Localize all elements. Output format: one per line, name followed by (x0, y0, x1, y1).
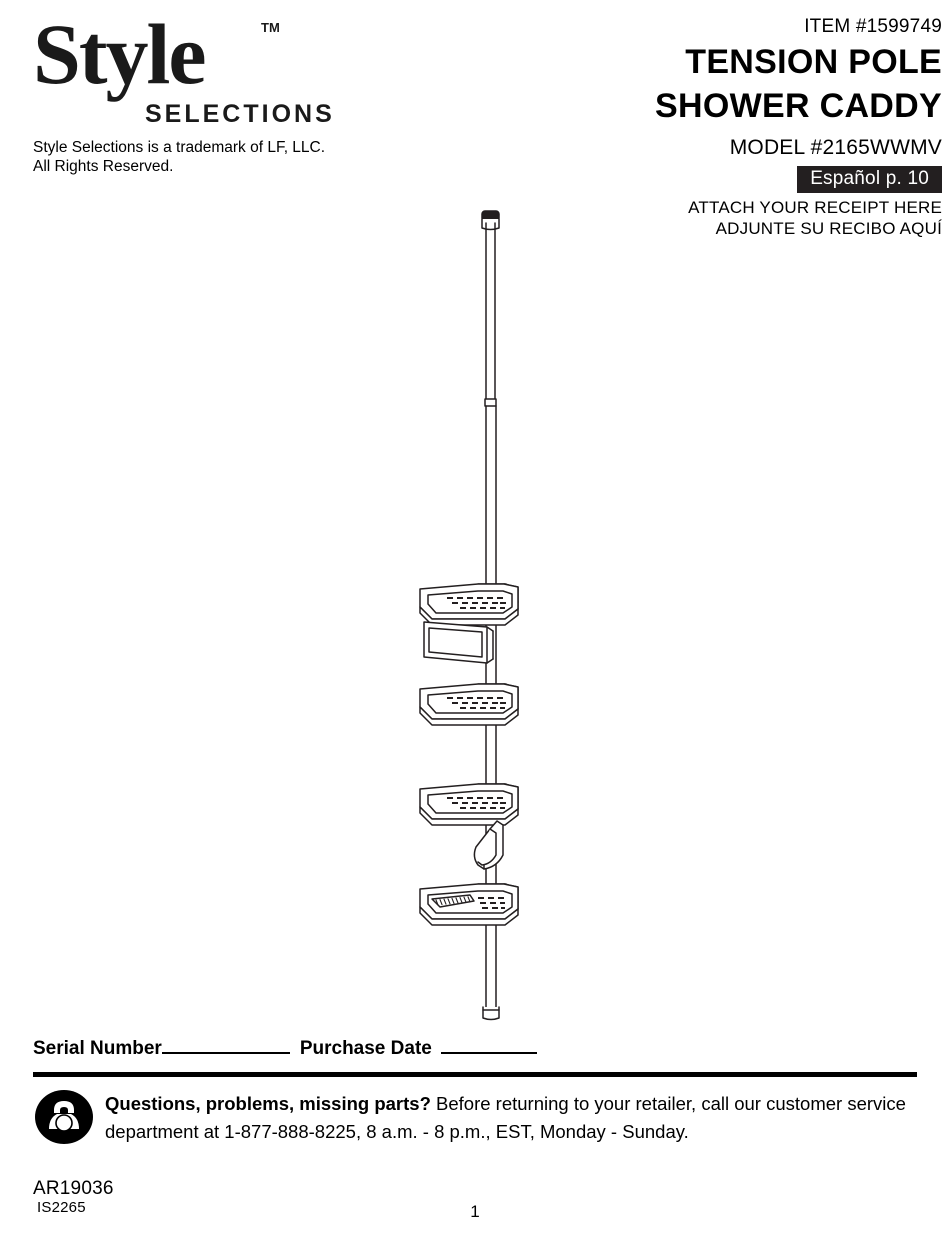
support-instructions: Before returning to your retailer, call our customer service department at 1-877-888-8225, 8 a.m. - 8 p.m., EST, Monday - Sunday. (105, 1093, 906, 1142)
shelf-basket-3 (420, 784, 518, 825)
pole-upper-section (486, 223, 495, 403)
purchase-date-label: Purchase Date (299, 1038, 432, 1059)
document-code-primary: AR19036 (33, 1178, 114, 1199)
customer-support-block (33, 1088, 923, 1158)
shelf-basket-2 (420, 684, 518, 725)
serial-number-field[interactable] (162, 1039, 290, 1054)
espanol-badge-container (422, 166, 942, 193)
page-title-line-1: TENSION POLE (685, 43, 942, 81)
model-number: MODEL #2165WWMV (729, 136, 942, 159)
phone-icon (35, 1088, 93, 1146)
trademark-legal-note: Style Selections is a trademark of LF, LLC. All Rights Reserved. (33, 139, 326, 175)
attach-receipt-en: ATTACH YOUR RECEIPT HERE (688, 198, 942, 217)
page-number: 1 (470, 1202, 480, 1221)
logo-wordmark-label: Style (33, 6, 205, 102)
trademark-icon: TM (261, 20, 280, 35)
support-question-lead: Questions, problems, missing parts? (105, 1093, 431, 1114)
product-illustration (0, 195, 950, 1035)
attach-receipt-es: ADJUNTE SU RECIBO AQUÍ (715, 219, 942, 238)
serial-purchase-row (33, 1038, 913, 1066)
pole-bottom-foot (483, 1007, 499, 1020)
pole-top-cap (482, 211, 499, 230)
espanol-page-badge: Español p. 10 (797, 166, 942, 193)
razor-hook (474, 821, 503, 869)
footer-divider (33, 1072, 917, 1077)
page-title-line-2: SHOWER CADDY (655, 87, 942, 125)
brand-logo (33, 6, 335, 176)
hanging-mirror (424, 622, 493, 663)
logo-subtitle: SELECTIONS (145, 100, 335, 128)
serial-number-label: Serial Number (33, 1038, 162, 1059)
document-code-secondary: IS2265 (37, 1199, 86, 1216)
shelf-basket-4 (420, 884, 518, 925)
item-number: ITEM #1599749 (804, 16, 942, 37)
purchase-date-field[interactable] (441, 1039, 537, 1054)
customer-support-text (105, 1090, 923, 1146)
logo-wordmark-text (33, 6, 333, 102)
pole-joint (485, 399, 496, 406)
shelf-basket-1 (420, 584, 518, 625)
